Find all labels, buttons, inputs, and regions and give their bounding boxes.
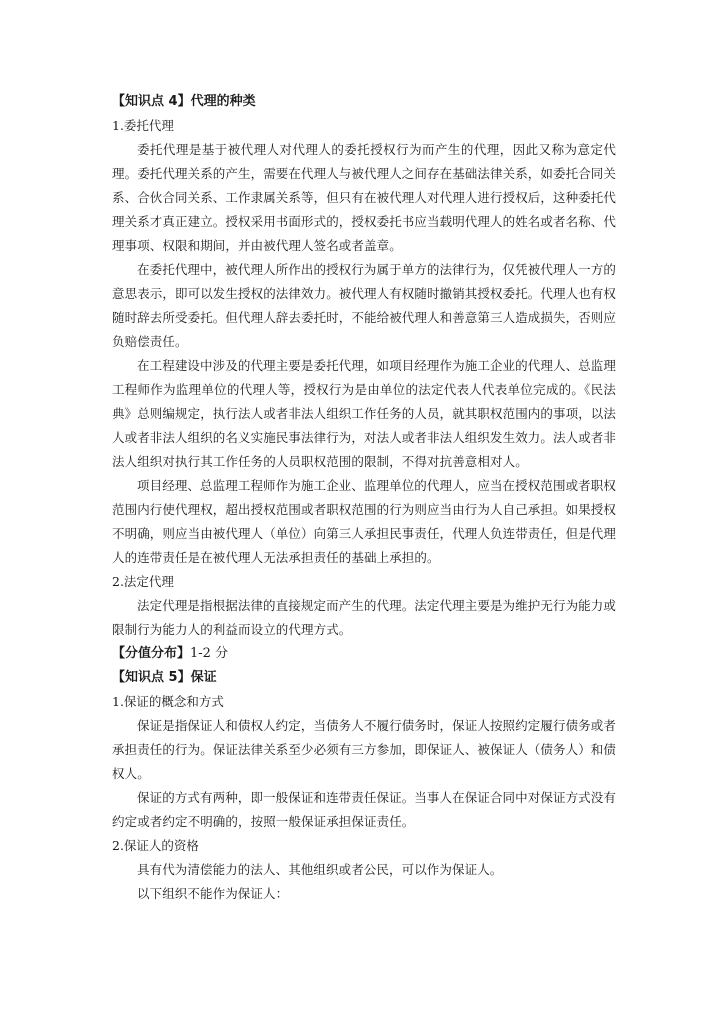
document-page xyxy=(112,90,616,906)
paragraph: 委托代理是基于被代理人对代理人的委托授权行为而产生的代理，因此又称为意定代理。委托代理关系的产生，需要在代理人与被代理人之间存在基础法律关系，如委托合同关系、合伙合同关系、工作隶属关系等，但只有在被代理人对代理人进行授权后，这种委托代理关系才真正建立。授权采用书面形式的，授权委托书应当载明代理人的姓名或者名称、代理事项、权限和期间，并由被代理人签名或者盖章。 xyxy=(112,142,617,253)
paragraph: 项目经理、总监理工程师作为施工企业、监理单位的代理人，应当在授权范围或者职权范围内行使代理权，超出授权范围或者职权范围的行为则应当由行为人自己承担。如果授权不明确，则应当由被代理人（单位）向第三人承担民事责任，代理人负连带责任，但是代理人的连带责任是在被代理人无法承担责任的基础上承担的。 xyxy=(112,478,617,565)
section-heading-guarantee: 【知识点 5】保证 xyxy=(112,670,217,685)
paragraph: 保证是指保证人和债权人约定，当债务人不履行债务时，保证人按照约定履行债务或者承担责任的行为。保证法律关系至少必须有三方参加，即保证人、被保证人（债务人）和债权人。 xyxy=(112,718,617,781)
paragraph: 法定代理是指根据法律的直接规定而产生的代理。法定代理主要是为维护无行为能力或限制行为能力人的利益而设立的代理方式。 xyxy=(112,598,616,637)
paragraph: 以下组织不能作为保证人： xyxy=(137,886,289,901)
paragraph: 具有代为清偿能力的法人、其他组织或者公民，可以作为保证人。 xyxy=(137,862,503,877)
subheading-entrusted-agency: 1.委托代理 xyxy=(112,118,174,133)
paragraph: 在委托代理中，被代理人所作出的授权行为属于单方的法律行为，仅凭被代理人一方的意思表示，即可以发生授权的法律效力。被代理人有权随时撤销其授权委托。代理人也有权随时辞去所受委托。但代理人辞去委托时，不能给被代理人和善意第三人造成损失，否则应负赔偿责任。 xyxy=(112,262,617,349)
paragraph: 保证的方式有两种，即一般保证和连带责任保证。当事人在保证合同中对保证方式没有约定或者约定不明确的，按照一般保证承担保证责任。 xyxy=(112,790,616,829)
paragraph: 在工程建设中涉及的代理主要是委托代理，如项目经理作为施工企业的代理人、总监理工程师作为监理单位的代理人等，授权行为是由单位的法定代表人代表单位完成的。《民法典》总则编规定，执行法人或者非法人组织工作任务的人员，就其职权范围内的事项，以法人或者非法人组织的名义实施民事法律行为，对法人或者非法人组织发生效力。法人或者非法人组织对执行其工作任务的人员职权范围的限制，不得对抗善意相对人。 xyxy=(112,358,617,469)
score-distribution xyxy=(112,642,616,666)
section-heading-agency-types: 【知识点 4】代理的种类 xyxy=(112,94,256,109)
score-label: 【分值分布】 xyxy=(112,646,191,661)
score-value: 1-2 分 xyxy=(190,646,229,661)
subheading-statutory-agency: 2.法定代理 xyxy=(112,574,174,589)
subheading-guarantee-concept: 1.保证的概念和方式 xyxy=(112,694,224,709)
subheading-guarantor-qualification: 2.保证人的资格 xyxy=(112,838,199,853)
